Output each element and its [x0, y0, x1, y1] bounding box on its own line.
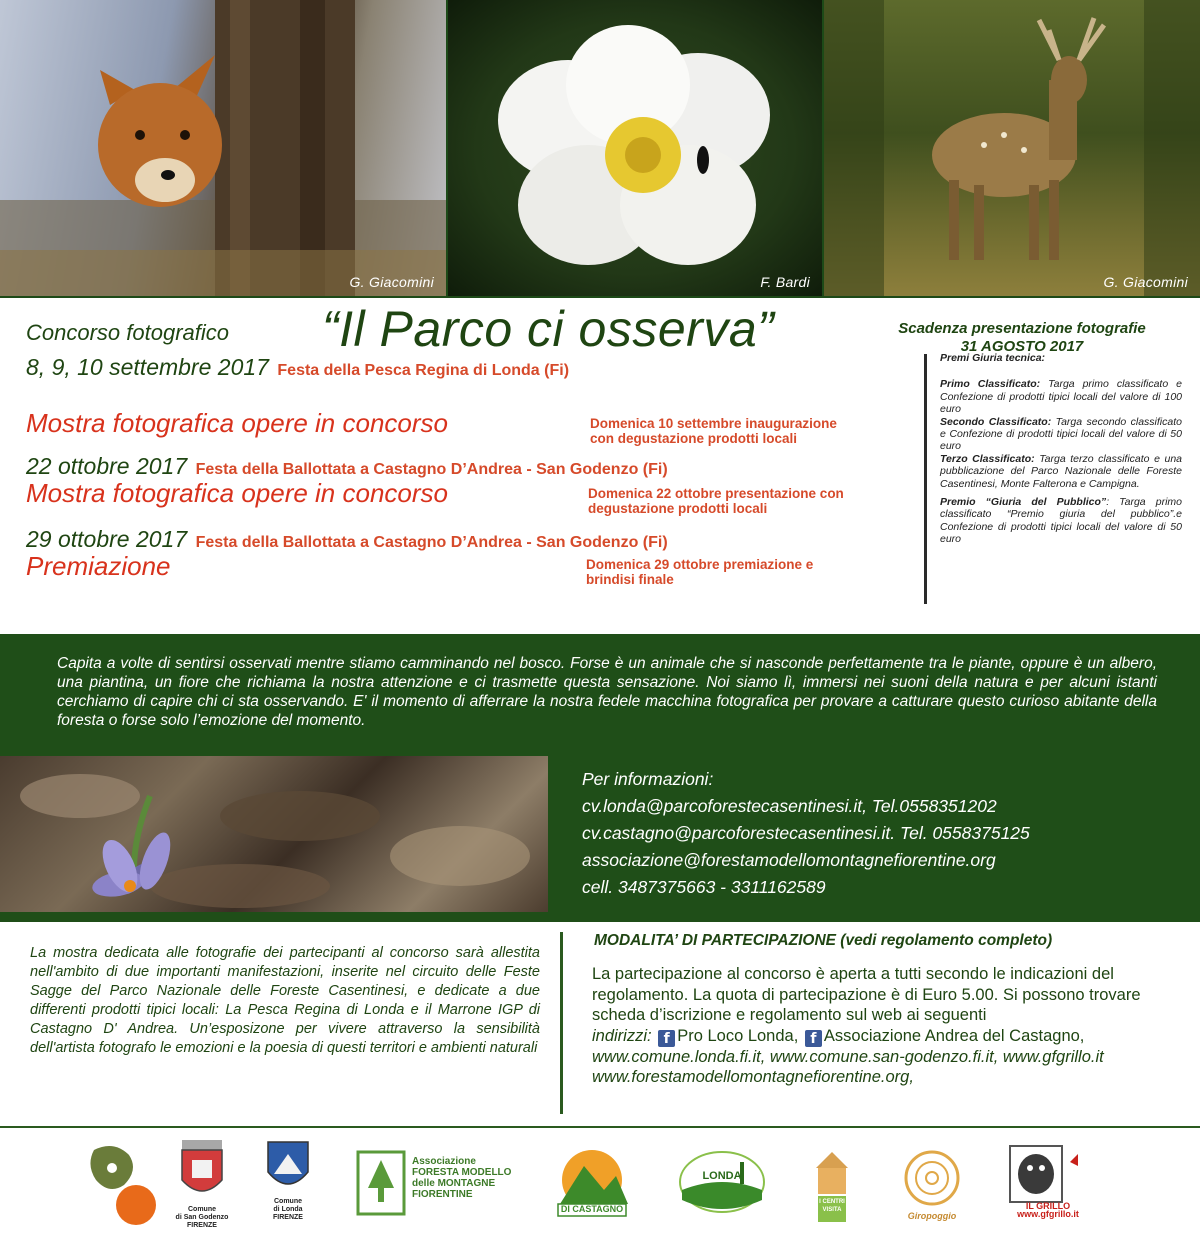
facebook-link-associazione[interactable]: Associazione Andrea del Castagno, — [823, 1026, 1085, 1045]
web-links[interactable]: www.comune.londa.fi.it, www.comune.san-godenzo.fi.it, www.gfgrillo.it — [592, 1047, 1104, 1066]
shield-icon — [176, 1140, 228, 1204]
giropoggio-logo — [902, 1150, 962, 1221]
crocus-photo — [0, 756, 548, 912]
deadline-date: 31 AGOSTO 2017 — [960, 338, 1084, 355]
parco-icon — [84, 1140, 164, 1230]
footer-divider — [0, 1126, 1200, 1128]
shield-icon — [266, 1140, 310, 1196]
logo-line: FIRENZE — [187, 1222, 217, 1229]
event-festival: Festa della Pesca Regina di Londa (Fi) — [277, 362, 570, 379]
event-note — [590, 416, 837, 446]
event-mostra: Mostra fotografica opere in concorso — [26, 408, 448, 438]
logo-line: delle MONTAGNE — [412, 1178, 496, 1189]
photo-strip — [0, 0, 1200, 298]
event-note-line: Domenica 10 settembre inaugurazione — [590, 416, 837, 431]
info-block — [582, 766, 1030, 901]
event-note-line: degustazione prodotti locali — [588, 501, 768, 516]
giropoggio-label: Giropoggio — [907, 1211, 957, 1221]
flower-icon — [448, 0, 822, 296]
info-heading: Per informazioni: — [582, 769, 714, 789]
modalita-title: MODALITA’ DI PARTECIPAZIONE (vedi regolamento completo) — [594, 932, 1053, 949]
info-email-associazione[interactable]: associazione@forestamodellomontagnefiorentine.org — [582, 850, 996, 870]
prizes-box — [940, 352, 1182, 552]
logo-line: di San Godenzo — [175, 1214, 229, 1221]
foresta-label — [412, 1156, 522, 1200]
indirizzi-label: indirizzi: — [592, 1026, 652, 1045]
event-note-line: Domenica 22 ottobre presentazione con — [588, 486, 844, 501]
event-note-line: con degustazione prodotti locali — [590, 431, 798, 446]
logo-line: FORESTA MODELLO — [412, 1167, 512, 1178]
londa-label — [258, 1198, 318, 1222]
event-date: 29 ottobre 2017 — [26, 526, 188, 552]
info-phone: cell. 3487375663 - 3311162589 — [582, 877, 826, 897]
second-prize-label: Secondo Classificato: — [940, 415, 1052, 428]
centri-visita-label — [814, 1198, 850, 1214]
prizes-heading: Premi Giuria tecnica: — [940, 352, 1046, 364]
fox-icon — [0, 0, 446, 296]
logo-line: FIORENTINE — [412, 1189, 473, 1200]
event-note — [586, 557, 813, 587]
deer-icon — [824, 0, 1200, 296]
logo-line: FIRENZE — [273, 1214, 303, 1221]
proloco-logo — [678, 1150, 766, 1219]
deadline — [862, 320, 1182, 356]
photo-credit: G. Giacomini — [349, 274, 434, 290]
logo-line: IL GRILLO — [1025, 1201, 1071, 1211]
tree-icon — [356, 1150, 406, 1216]
title-row — [0, 300, 1200, 360]
grillo-label — [1008, 1202, 1088, 1218]
event-mostra: Mostra fotografica opere in concorso — [26, 478, 448, 508]
page-title: “Il Parco ci osserva” — [322, 301, 775, 357]
first-prize-text: Targa primo classificato e Confezione di prodotti tipici locali del valore di 100 euro — [940, 378, 1182, 416]
event-note-line: Domenica 29 ottobre premiazione e — [586, 557, 814, 572]
foresta-modello-logo — [356, 1150, 512, 1221]
logo-line: I CENTRI — [819, 1199, 845, 1205]
first-prize-label: Primo Classificato: — [940, 378, 1041, 391]
third-prize-label: Terzo Classificato: — [940, 452, 1035, 465]
san-godenzo-logo — [175, 1140, 229, 1229]
public-prize-text: : Targa primo classificato “Premio giuria del pubblico”.e Confezione di prodotti tipici locali del valore di 50 euro — [940, 496, 1182, 546]
prizes-divider — [924, 354, 927, 604]
event-note-line: brindisi finale — [586, 572, 674, 587]
londa-logo — [266, 1140, 310, 1221]
third-prize-text: Targa terzo classificato e una pubblicazione del Parco Nazionale delle Foreste Casentinesi, Monte Falterona e Campigna. — [940, 452, 1183, 490]
event-festival: Festa della Ballottata a Castagno D’Andrea - San Godenzo (Fi) — [195, 534, 668, 551]
san-godenzo-label — [172, 1206, 232, 1230]
logo-line: Comune — [274, 1198, 302, 1205]
event-2-header — [26, 453, 668, 480]
event-festival: Festa della Ballottata a Castagno D’Andrea - San Godenzo (Fi) — [195, 461, 668, 478]
second-prize-text: Targa secondo classificato e Confezione di prodotti tipici locali del valore di 50 euro — [940, 415, 1182, 453]
centri-visita-logo — [814, 1150, 850, 1229]
intro-text: Capita a volte di sentirsi osservati mentre stiamo camminando nel bosco. Forse è un animale che si nasconde perfettamente tra le piante, oppure è un albero, una piantina, un fiore che richiama la nostra attenzione e ci trasmette questa sensazione. Noi siamo lì, immersi nei suoni della natura e per alcuni istanti cerchiamo di capire chi ci sta osservando. E' il momento di afferrare la nostra fedele macchina fotografica per provare a catturare questo curioso abitante della foresta o forse solo l’emozione del momento. — [57, 655, 1157, 729]
facebook-icon[interactable]: f — [658, 1030, 675, 1047]
grillo-logo — [1008, 1144, 1082, 1223]
spiral-icon — [902, 1150, 962, 1210]
crocus-icon — [0, 756, 548, 912]
grillo-website[interactable]: www.gfgrillo.it — [1017, 1209, 1079, 1219]
mostra-description: La mostra dedicata alle fotografie dei partecipanti al concorso sarà allestita nell'ambito di due importanti manifestazioni, inserite nel circuito delle Feste Sagge del Parco Nazionale delle Foreste Casentinesi, e dedicate a due differenti prodotti tipici locali: La Pesca Regina di Londa e il Marrone IGP di Castagno D' Andrea. Un’esposizone per vivere attraverso la sensibilità dell'artista fotografo le emozioni e la poesia di questi territori e ambienti naturali — [30, 945, 540, 1056]
logo-line: Comune — [188, 1206, 216, 1213]
photo-credit: F. Bardi — [760, 274, 810, 290]
event-mostra: Premiazione — [26, 551, 171, 581]
public-prize-label: Premio “Giuria del Pubblico” — [940, 496, 1107, 509]
photo-credit: G. Giacomini — [1103, 274, 1188, 290]
facebook-icon[interactable]: f — [805, 1030, 822, 1047]
proloco-label: LONDA — [702, 1170, 742, 1182]
parco-logo — [84, 1140, 164, 1235]
logo-line: Associazione — [412, 1156, 476, 1167]
concorso-label: Concorso fotografico — [26, 320, 229, 345]
castagno-logo — [554, 1148, 630, 1223]
facebook-link-proloco[interactable]: Pro Loco Londa, — [677, 1026, 799, 1045]
flower-photo — [448, 0, 822, 296]
event-1-header — [26, 354, 569, 381]
event-date: 22 ottobre 2017 — [26, 453, 188, 479]
column-divider — [560, 932, 563, 1114]
info-email-londa[interactable]: cv.londa@parcoforestecasentinesi.it, Tel.0558351202 — [582, 796, 997, 816]
event-date: 8, 9, 10 settembre 2017 — [26, 354, 269, 380]
fox-photo — [0, 0, 446, 296]
web-link-foresta[interactable]: www.forestamodellomontagnefiorentine.org, — [592, 1068, 914, 1086]
logo-line: VISITA — [822, 1207, 842, 1213]
info-email-castagno[interactable]: cv.castagno@parcoforestecasentinesi.it. Tel. 0558375125 — [582, 823, 1030, 843]
event-3-header — [26, 526, 668, 553]
modalita-body: La partecipazione al concorso è aperta a tutti secondo le indicazioni del regolamento. La quota di partecipazione è di Euro 5.00. Si possono trovare scheda d’iscrizione e regolamento sul web ai seguenti — [592, 965, 1141, 1024]
landscape-icon — [678, 1150, 766, 1214]
event-note — [588, 486, 844, 516]
deer-photo — [824, 0, 1200, 296]
logo-line: di Londa — [273, 1206, 303, 1213]
modalita-text — [592, 964, 1172, 1088]
deadline-label: Scadenza presentazione fotografie — [898, 320, 1146, 337]
castagno-label: DI CASTAGNO — [560, 1204, 624, 1214]
